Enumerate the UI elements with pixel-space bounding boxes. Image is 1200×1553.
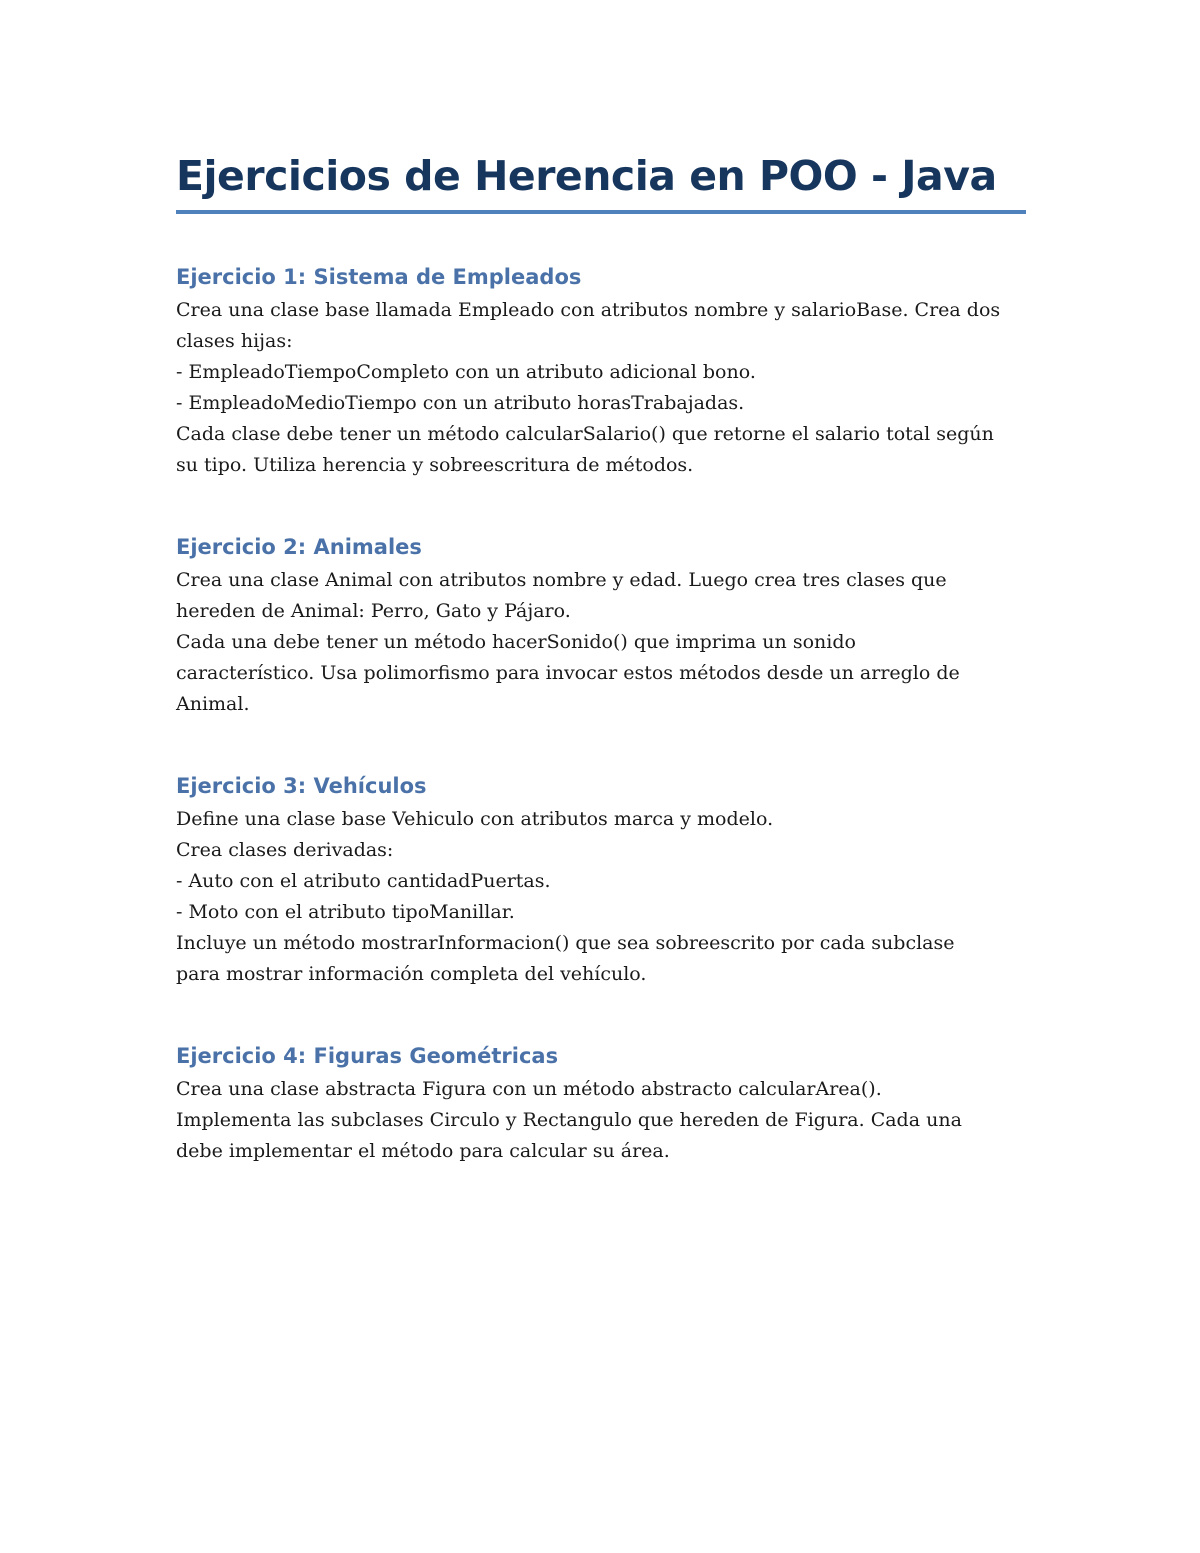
body-line: para mostrar información completa del vehículo. xyxy=(176,963,647,985)
exercise-4-body xyxy=(176,1074,1026,1167)
exercise-3-heading: Ejercicio 3: Vehículos xyxy=(176,774,427,798)
exercise-4-heading: Ejercicio 4: Figuras Geométricas xyxy=(176,1044,559,1068)
exercise-1-body xyxy=(176,295,1026,481)
body-line: característico. Usa polimorfismo para invocar estos métodos desde un arreglo de xyxy=(176,662,960,684)
body-line: - EmpleadoMedioTiempo con un atributo horasTrabajadas. xyxy=(176,392,745,414)
body-line: Crea una clase base llamada Empleado con atributos nombre y salarioBase. Crea dos xyxy=(176,299,1001,321)
exercise-3-section xyxy=(176,770,1026,990)
document-content xyxy=(176,148,1026,1167)
body-line: Crea una clase abstracta Figura con un método abstracto calcularArea(). xyxy=(176,1078,882,1100)
body-line: Implementa las subclases Circulo y Rectangulo que hereden de Figura. Cada una xyxy=(176,1109,962,1131)
body-line: Animal. xyxy=(176,693,250,715)
exercise-3-body xyxy=(176,804,1026,990)
body-line: Cada clase debe tener un método calcularSalario() que retorne el salario total según xyxy=(176,423,994,445)
exercise-4-section xyxy=(176,1040,1026,1167)
exercise-2-body xyxy=(176,565,1026,720)
body-line: Incluye un método mostrarInformacion() que sea sobreescrito por cada subclase xyxy=(176,932,955,954)
document-title: Ejercicios de Herencia en POO - Java xyxy=(176,148,1026,214)
body-line: - Moto con el atributo tipoManillar. xyxy=(176,901,515,923)
body-line: Crea una clase Animal con atributos nombre y edad. Luego crea tres clases que xyxy=(176,569,947,591)
body-line: debe implementar el método para calcular su área. xyxy=(176,1140,670,1162)
exercise-2-section xyxy=(176,531,1026,720)
body-line: Cada una debe tener un método hacerSonido() que imprima un sonido xyxy=(176,631,856,653)
exercise-1-section xyxy=(176,261,1026,481)
body-line: - Auto con el atributo cantidadPuertas. xyxy=(176,870,551,892)
exercise-2-heading: Ejercicio 2: Animales xyxy=(176,535,422,559)
exercise-1-heading: Ejercicio 1: Sistema de Empleados xyxy=(176,265,582,289)
body-line: hereden de Animal: Perro, Gato y Pájaro. xyxy=(176,600,571,622)
body-line: Define una clase base Vehiculo con atributos marca y modelo. xyxy=(176,808,774,830)
body-line: Crea clases derivadas: xyxy=(176,839,394,861)
body-line: clases hijas: xyxy=(176,330,293,352)
body-line: su tipo. Utiliza herencia y sobreescritura de métodos. xyxy=(176,454,694,476)
body-line: - EmpleadoTiempoCompleto con un atributo adicional bono. xyxy=(176,361,756,383)
